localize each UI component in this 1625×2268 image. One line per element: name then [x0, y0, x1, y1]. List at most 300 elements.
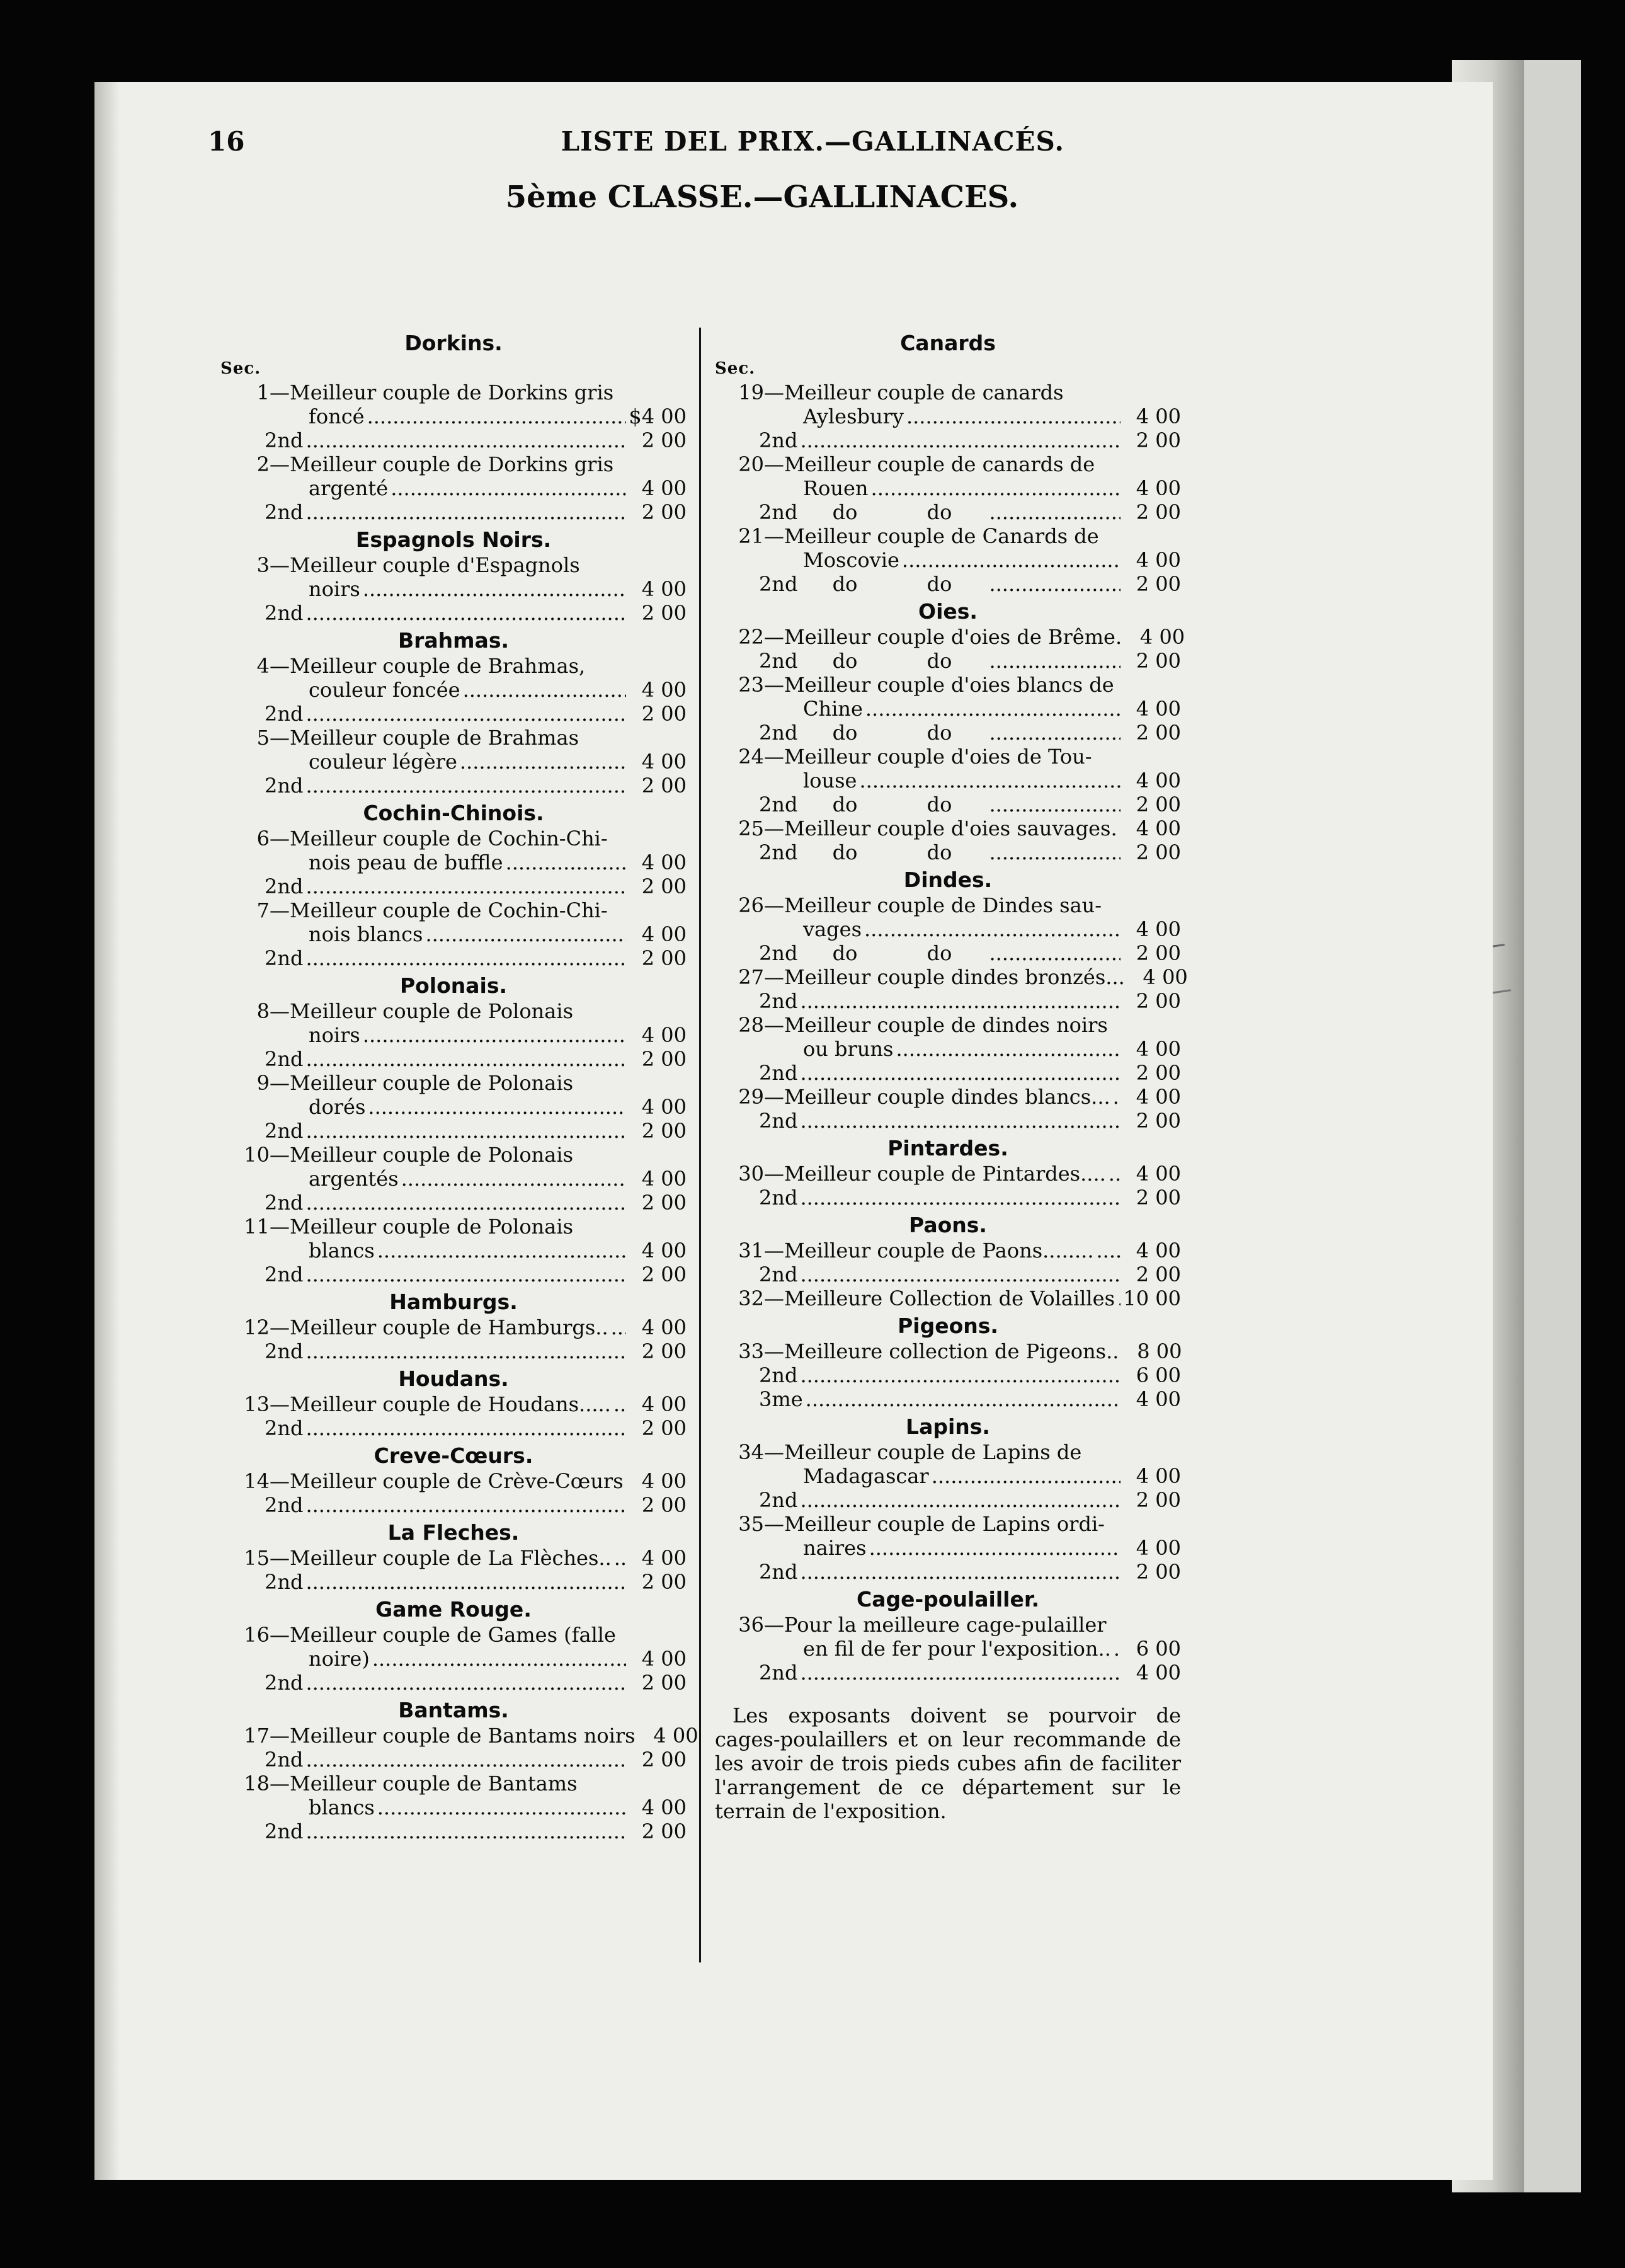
entry-dash: —: [764, 1286, 784, 1310]
leader-dots: [305, 946, 626, 970]
second-prize-line: [220, 1748, 687, 1772]
section-title: Paons.: [909, 1213, 987, 1237]
third-prize-label: 3me: [759, 1387, 803, 1411]
second-prize-amount: 2 00: [641, 1263, 687, 1286]
entry-line: [715, 1440, 1181, 1464]
entry-line: [715, 673, 1181, 697]
entry-line: [220, 898, 687, 922]
section-title: Dindes.: [903, 868, 993, 892]
leader-dots: [305, 1339, 626, 1363]
prize-entry: [715, 1339, 1181, 1411]
entry-number: 11: [244, 1215, 270, 1239]
entry-line: [715, 1512, 1181, 1536]
sec-label: Sec.: [715, 359, 756, 378]
prize-entry: [715, 1239, 1181, 1286]
entry-line: [715, 1239, 1181, 1263]
entry-description: Meilleur couple de Polonais: [290, 1143, 573, 1167]
section-title: Polonais.: [399, 973, 508, 998]
second-prize-line: [715, 572, 1181, 596]
second-prize-amount: 2 00: [1136, 989, 1181, 1013]
leader-dots: [806, 1387, 1120, 1411]
first-prize-amount: 4 00: [1136, 917, 1181, 941]
second-prize-line: [220, 1819, 687, 1843]
entry-description: Meilleure Collection de Volailles: [784, 1286, 1115, 1310]
prize-entry: [715, 745, 1181, 816]
prize-entry: [715, 1613, 1181, 1685]
second-prize-amount: 2 00: [1136, 840, 1181, 864]
second-prize-line: [220, 1570, 687, 1594]
ditto-mark: do: [832, 941, 858, 965]
leader-dots: [800, 1109, 1120, 1133]
leader-dots: [614, 1546, 626, 1570]
second-prize-amount: 2 00: [1136, 1560, 1181, 1584]
first-prize-amount: 10 00: [1123, 1286, 1181, 1310]
entry-dash: —: [764, 524, 784, 548]
ditto-mark: do: [927, 721, 952, 745]
second-prize-line: [715, 649, 1181, 673]
second-prize-label: 2nd: [759, 1109, 798, 1133]
entry-dash: —: [270, 553, 290, 577]
entry-dash: —: [270, 1143, 290, 1167]
leader-dots: [1113, 1085, 1120, 1109]
section-title: Creve-Cœurs.: [373, 1443, 533, 1468]
leader-dots: [800, 1363, 1120, 1387]
second-prize-line: [715, 1061, 1181, 1085]
entry-line: [715, 404, 1181, 428]
entry-description: Meilleur couple de Polonais: [290, 999, 573, 1023]
leader-dots: [989, 941, 1120, 965]
second-prize-amount: 2 00: [1136, 721, 1181, 745]
entry-dash: —: [764, 1339, 784, 1363]
second-prize-label: 2nd: [265, 702, 304, 726]
leader-dots: [305, 702, 626, 726]
leader-dots: [305, 1191, 626, 1215]
leader-dots: [460, 750, 626, 774]
entry-number: 8: [256, 999, 270, 1023]
second-prize-label: 2nd: [759, 941, 798, 965]
second-prize-amount: 2 00: [641, 601, 687, 625]
entry-dash: —: [270, 1546, 290, 1570]
second-prize-label: 2nd: [759, 1263, 798, 1286]
leader-dots: [1096, 1239, 1120, 1263]
entry-description: Meilleur couple de Bantams: [290, 1772, 578, 1796]
prize-entry: [715, 381, 1181, 452]
first-prize-amount: 8 00: [1137, 1339, 1182, 1363]
second-prize-line: [715, 1263, 1181, 1286]
leader-dots: [305, 500, 626, 524]
entry-number: 23: [738, 673, 764, 697]
entry-dash: —: [270, 1469, 290, 1493]
second-prize-label: 2nd: [759, 989, 798, 1013]
leader-dots: [859, 769, 1120, 793]
section-title: Cage-poulailler.: [857, 1587, 1039, 1612]
ditto-mark: do: [832, 793, 858, 816]
second-prize-line: [220, 1339, 687, 1363]
entry-line: [220, 452, 687, 476]
leader-dots: [800, 1061, 1120, 1085]
entry-dash: —: [764, 452, 784, 476]
second-prize-label: 2nd: [759, 428, 798, 452]
third-prize-amount: 4 00: [1136, 1387, 1181, 1411]
section-title: Game Rouge.: [375, 1597, 532, 1622]
second-prize-label: 2nd: [759, 1560, 798, 1584]
prize-entry: [220, 1724, 698, 1772]
entry-line: [715, 1085, 1181, 1109]
entry-number: 6: [256, 827, 270, 850]
leader-dots: [377, 1796, 626, 1819]
first-prize-amount: 4 00: [641, 1469, 687, 1493]
second-prize-label: 2nd: [759, 840, 798, 864]
page-number: 16: [208, 126, 245, 157]
entry-dash: —: [764, 965, 784, 989]
entry-dash: —: [764, 1512, 784, 1536]
entry-description: Meilleur couple de La Flèches..: [290, 1546, 612, 1570]
entry-number: 35: [738, 1512, 764, 1536]
leader-dots: [463, 678, 626, 702]
entry-dash: —: [764, 625, 784, 649]
entry-line: [220, 476, 687, 500]
entry-number: 21: [738, 524, 764, 548]
leader-dots: [800, 1186, 1120, 1210]
entry-number: 19: [738, 381, 764, 404]
ditto-mark: do: [832, 500, 858, 524]
entry-description: Meilleur couple de Canards de: [784, 524, 1099, 548]
leader-dots: [305, 874, 626, 898]
entry-line: [220, 654, 687, 678]
first-prize-amount: 4 00: [1136, 769, 1181, 793]
second-prize-label: 2nd: [265, 1263, 304, 1286]
second-prize-amount: 2 00: [1136, 428, 1181, 452]
entry-number: 10: [244, 1143, 270, 1167]
entry-line: [715, 476, 1181, 500]
entry-line: [220, 1315, 687, 1339]
leader-dots: [305, 1671, 626, 1695]
second-prize-line: [715, 793, 1181, 816]
entry-line: [220, 1623, 687, 1647]
second-prize-line: [220, 946, 687, 970]
second-prize-line: [220, 500, 687, 524]
leader-dots: [932, 1464, 1120, 1488]
entry-line: [220, 1546, 687, 1570]
entry-line: [715, 917, 1181, 941]
second-prize-amount: 2 00: [641, 1748, 687, 1772]
entry-dash: —: [764, 816, 784, 840]
entry-line: [220, 404, 687, 428]
entry-number: 33: [738, 1339, 764, 1363]
leader-dots: [368, 1095, 626, 1119]
second-prize-label: 2nd: [759, 572, 798, 596]
second-prize-amount: 2 00: [1136, 649, 1181, 673]
prize-entry: [220, 1546, 687, 1594]
section-title: Pigeons.: [898, 1314, 998, 1338]
entry-dash: —: [270, 1623, 290, 1647]
entry-description: argentés: [309, 1167, 399, 1191]
leader-dots: [800, 1661, 1120, 1685]
entry-line: [220, 999, 687, 1023]
entry-description: Meilleur couple de Hamburgs..: [290, 1315, 608, 1339]
first-prize-amount: 4 00: [641, 1095, 687, 1119]
section-title: Bantams.: [398, 1698, 509, 1722]
section-title: Pintardes.: [887, 1136, 1008, 1160]
ditto-mark: do: [832, 840, 858, 864]
entry-description: Moscovie: [803, 548, 899, 572]
entry-number: 3: [256, 553, 270, 577]
entry-description: dorés: [309, 1095, 366, 1119]
entry-description: Pour la meilleure cage-pulailler: [784, 1613, 1107, 1637]
prize-entry: [715, 673, 1181, 745]
prize-entry: [220, 1071, 687, 1143]
entry-description: Meilleur couple d'Espagnols: [290, 553, 580, 577]
prize-entry: [715, 625, 1185, 673]
entry-description: noire): [309, 1647, 370, 1671]
second-prize-amount: 6 00: [1136, 1363, 1181, 1387]
entry-line: [220, 381, 687, 404]
entry-description: couleur légère: [309, 750, 457, 774]
first-prize-amount: 4 00: [1136, 1536, 1181, 1560]
entry-line: [715, 893, 1181, 917]
leader-dots: [611, 1315, 626, 1339]
first-prize-amount: 4 00: [653, 1724, 698, 1748]
class-title: 5ème CLASSE.—GALLINACES.: [505, 180, 1019, 215]
second-prize-label: 2nd: [265, 1416, 304, 1440]
entry-number: 34: [738, 1440, 764, 1464]
second-prize-amount: 2 00: [1136, 941, 1181, 965]
entry-description: Meilleur couple de Dorkins gris: [290, 381, 614, 404]
running-title: LISTE DEL PRIX.—GALLINACÉS.: [561, 126, 1064, 157]
second-prize-label: 2nd: [265, 1493, 304, 1517]
ditto-mark: do: [832, 721, 858, 745]
second-prize-line: [220, 601, 687, 625]
entry-number: 5: [256, 726, 270, 750]
prize-entry: [220, 452, 687, 524]
entry-dash: —: [764, 1239, 784, 1263]
ditto-mark: do: [927, 840, 952, 864]
second-prize-label: 2nd: [759, 1488, 798, 1512]
prize-entry: [220, 654, 687, 726]
leader-dots: [613, 1392, 626, 1416]
first-prize-amount: 4 00: [641, 750, 687, 774]
first-prize-amount: 4 00: [1136, 1464, 1181, 1488]
section-title: Oies.: [918, 599, 978, 624]
leader-dots: [363, 1023, 626, 1047]
entry-number: 12: [244, 1315, 270, 1339]
entry-description: Meilleur couple de Cochin-Chi-: [290, 898, 608, 922]
entry-description: nois blancs: [309, 922, 423, 946]
entry-dash: —: [270, 1215, 290, 1239]
entry-dash: —: [270, 1772, 290, 1796]
second-prize-amount: 2 00: [1136, 1109, 1181, 1133]
entry-description: Meilleur couple dindes bronzés...: [784, 965, 1125, 989]
second-prize-label: 2nd: [265, 1748, 304, 1772]
prize-entry: [715, 524, 1181, 596]
ditto-mark: do: [927, 500, 952, 524]
third-prize-line: [715, 1387, 1181, 1411]
leader-dots: [305, 1493, 626, 1517]
entry-dash: —: [764, 673, 784, 697]
entry-description: Meilleur couple de dindes noirs: [784, 1013, 1108, 1037]
entry-description: Meilleur couple de Brahmas: [290, 726, 579, 750]
leader-dots: [367, 404, 626, 428]
first-prize-amount: 4 00: [641, 1392, 687, 1416]
entry-description: Meilleur couple de Bantams noirs: [290, 1724, 636, 1748]
second-prize-label: 2nd: [759, 1061, 798, 1085]
section-title: Houdans.: [398, 1366, 509, 1391]
entry-dash: —: [270, 898, 290, 922]
first-prize-amount: 4 00: [1136, 816, 1181, 840]
entry-line: [220, 1167, 687, 1191]
second-prize-label: 2nd: [265, 1819, 304, 1843]
entry-description: Meilleur couple de Games (falle: [290, 1623, 616, 1647]
leader-dots: [989, 500, 1120, 524]
prize-entry: [715, 1013, 1181, 1085]
leader-dots: [391, 476, 626, 500]
prize-entry: [715, 1286, 1181, 1310]
section-title: La Fleches.: [387, 1520, 520, 1545]
entry-description: Meilleur couple de canards de: [784, 452, 1095, 476]
leader-dots: [906, 404, 1120, 428]
entry-description: louse: [803, 769, 857, 793]
leader-dots: [989, 840, 1120, 864]
leader-dots: [305, 1119, 626, 1143]
entry-line: [220, 1772, 687, 1796]
second-prize-line: [220, 774, 687, 798]
prize-entry: [220, 726, 687, 798]
prize-entry: [220, 381, 687, 452]
entry-line: [220, 577, 687, 601]
entry-description: vages: [803, 917, 862, 941]
entry-description: argenté: [309, 476, 389, 500]
first-prize-amount: 4 00: [641, 678, 687, 702]
second-prize-line: [220, 1047, 687, 1071]
second-prize-label: 2nd: [759, 793, 798, 816]
entry-line: [715, 1536, 1181, 1560]
leader-dots: [864, 917, 1120, 941]
ditto-mark: do: [927, 572, 952, 596]
entry-line: [220, 726, 687, 750]
entry-dash: —: [764, 893, 784, 917]
entry-number: 14: [244, 1469, 270, 1493]
entry-line: [220, 1143, 687, 1167]
second-prize-amount: 2 00: [1136, 793, 1181, 816]
prize-entry: [220, 1215, 687, 1286]
entry-number: 16: [244, 1623, 270, 1647]
second-prize-line: [220, 1671, 687, 1695]
entry-line: [715, 1464, 1181, 1488]
leader-dots: [989, 649, 1120, 673]
leader-dots: [506, 850, 626, 874]
entry-description: Meilleur couple d'oies blancs de: [784, 673, 1114, 697]
entry-description: Meilleur couple d'oies sauvages.: [784, 816, 1117, 840]
first-prize-amount: 4 00: [1136, 476, 1181, 500]
entry-line: [715, 625, 1185, 649]
second-prize-amount: 2 00: [1136, 500, 1181, 524]
second-prize-amount: 2 00: [641, 1819, 687, 1843]
second-prize-line: [220, 702, 687, 726]
entry-description: Aylesbury: [803, 404, 904, 428]
second-prize-amount: 2 00: [641, 702, 687, 726]
leader-dots: [902, 548, 1120, 572]
entry-description: Meilleur couple de Brahmas,: [290, 654, 586, 678]
first-prize-amount: 4 00: [1139, 625, 1185, 649]
entry-description: nois peau de buffle: [309, 850, 503, 874]
entry-line: [715, 1613, 1181, 1637]
second-prize-label: 2nd: [265, 1047, 304, 1071]
entry-number: 36: [738, 1613, 764, 1637]
second-prize-line: [715, 1363, 1181, 1387]
first-prize-amount: 4 00: [641, 1546, 687, 1570]
leader-dots: [989, 793, 1120, 816]
entry-number: 15: [244, 1546, 270, 1570]
column-divider: [699, 328, 701, 1962]
entry-line: [220, 827, 687, 850]
first-prize-amount: 4 00: [1136, 1085, 1181, 1109]
second-prize-label: 2nd: [759, 1186, 798, 1210]
entry-line: [220, 1071, 687, 1095]
entry-description: Meilleure collection de Pigeons..: [784, 1339, 1119, 1363]
second-prize-line: [715, 840, 1181, 864]
entry-description: blancs: [309, 1239, 375, 1263]
entry-line: [220, 1647, 687, 1671]
entry-dash: —: [270, 1315, 290, 1339]
section-title: Brahmas.: [397, 628, 510, 653]
sec-label: Sec.: [220, 359, 261, 378]
entry-description: Rouen: [803, 476, 869, 500]
prize-entry: [220, 1772, 687, 1843]
section-title: Canards: [900, 331, 996, 355]
second-prize-amount: 2 00: [641, 946, 687, 970]
leader-dots: [305, 1416, 626, 1440]
second-prize-label: 2nd: [265, 946, 304, 970]
entry-line: [220, 1392, 687, 1416]
entry-line: [220, 678, 687, 702]
entry-line: [220, 1469, 687, 1493]
prize-entry: [715, 1512, 1181, 1584]
prize-entry: [220, 1392, 687, 1440]
second-prize-amount: 2 00: [641, 428, 687, 452]
prize-entry: [715, 452, 1181, 524]
leader-dots: [869, 1536, 1120, 1560]
entry-dash: —: [270, 1392, 290, 1416]
entry-line: [715, 745, 1181, 769]
second-prize-label: 2nd: [265, 500, 304, 524]
section-title: Cochin-Chinois.: [363, 801, 544, 825]
second-prize-amount: 4 00: [1136, 1661, 1181, 1685]
entry-description: Meilleur couple de Lapins ordi-: [784, 1512, 1105, 1536]
prize-entry: [220, 553, 687, 625]
second-prize-amount: 2 00: [1136, 1263, 1181, 1286]
entry-description: Meilleur couple de Houdans.....: [290, 1392, 611, 1416]
second-prize-label: 2nd: [265, 428, 304, 452]
second-prize-label: 2nd: [265, 1339, 304, 1363]
entry-number: 26: [738, 893, 764, 917]
left-column: [220, 328, 698, 1843]
prize-entry: [220, 999, 687, 1071]
exhibitor-note: Les exposants doivent se pourvoir de cages-poulaillers et on leur recommande de les avoir de trois pieds cubes afin de faciliter l'arrangement de ce département sur le terrain de l'exposition.: [715, 1704, 1181, 1823]
second-prize-amount: 2 00: [641, 1339, 687, 1363]
second-prize-amount: 2 00: [1136, 572, 1181, 596]
ditto-mark: do: [832, 649, 858, 673]
section-title: Lapins.: [906, 1414, 990, 1439]
second-prize-label: 2nd: [265, 874, 304, 898]
entry-number: 7: [256, 898, 270, 922]
entry-line: [715, 452, 1181, 476]
leader-dots: [1109, 1162, 1120, 1186]
entry-description: naires: [803, 1536, 867, 1560]
leader-dots: [896, 1037, 1120, 1061]
entry-description: noirs: [309, 1023, 360, 1047]
second-prize-amount: 2 00: [1136, 1061, 1181, 1085]
entry-description: couleur foncée: [309, 678, 460, 702]
